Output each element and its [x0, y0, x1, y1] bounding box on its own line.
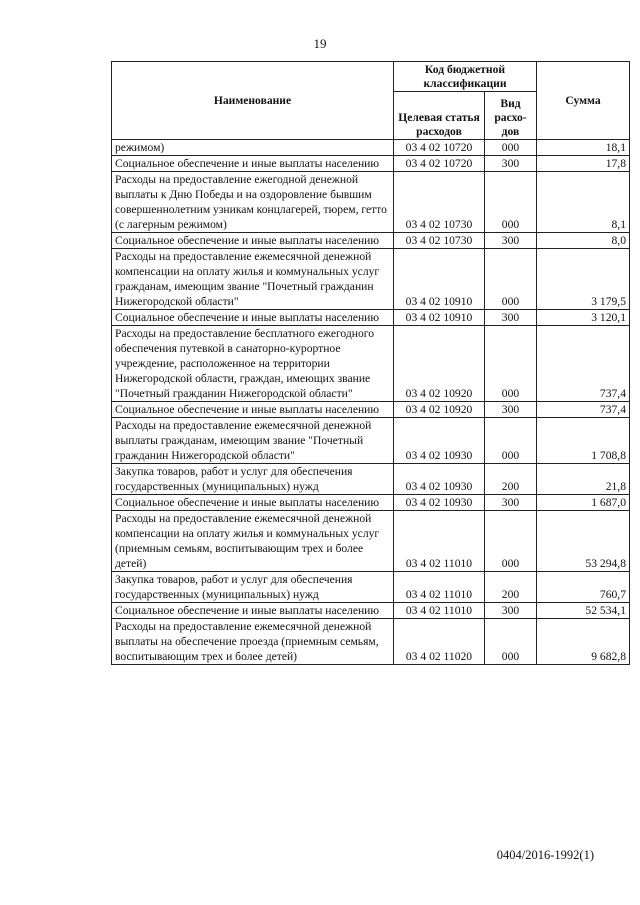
row-expense-type: 000	[485, 511, 537, 572]
row-name: Социальное обеспечение и иные выплаты населению	[112, 233, 394, 249]
row-article-code: 03 4 02 10720	[394, 140, 485, 156]
row-article-code: 03 4 02 10720	[394, 156, 485, 172]
budget-table	[111, 61, 630, 665]
table-row	[112, 233, 630, 249]
table-row	[112, 310, 630, 326]
row-sum: 18,1	[537, 140, 630, 156]
row-name: Социальное обеспечение и иные выплаты населению	[112, 495, 394, 511]
row-expense-type: 300	[485, 310, 537, 326]
row-expense-type: 000	[485, 249, 537, 310]
table-row	[112, 140, 630, 156]
row-article-code: 03 4 02 11010	[394, 572, 485, 603]
row-name: Расходы на предоставление ежемесячной денежной компенсации на оплату жилья и коммунальных услуг (приемным семьям, воспитывающим трех и более детей)	[112, 511, 394, 572]
table-row	[112, 464, 630, 495]
row-sum: 3 179,5	[537, 249, 630, 310]
row-article-code: 03 4 02 10920	[394, 402, 485, 418]
row-name: Расходы на предоставление ежемесячной денежной выплаты гражданам, имеющим звание "Почетный гражданин Нижегородской области"	[112, 418, 394, 464]
row-sum: 737,4	[537, 326, 630, 402]
row-name: Расходы на предоставление ежегодной денежной выплаты к Дню Победы и на оздоровление бывшим совершеннолетним узникам концлагерей, тюрем, гетто (с лагерным режимом)	[112, 172, 394, 233]
table-row	[112, 619, 630, 665]
row-name: Социальное обеспечение и иные выплаты населению	[112, 156, 394, 172]
table-row	[112, 572, 630, 603]
row-article-code: 03 4 02 11020	[394, 619, 485, 665]
row-expense-type: 000	[485, 172, 537, 233]
table-row	[112, 603, 630, 619]
row-expense-type: 000	[485, 326, 537, 402]
row-name: Расходы на предоставление бесплатного ежегодного обеспечения путевкой в санаторно-курортное учреждение, расположенное на территории Нижегородской области, граждан, имеющих звание "Почетный гражданин Нижегородской области"	[112, 326, 394, 402]
row-article-code: 03 4 02 10930	[394, 464, 485, 495]
row-article-code: 03 4 02 10930	[394, 418, 485, 464]
header-article: Целевая статья расходов	[394, 92, 485, 140]
row-article-code: 03 4 02 11010	[394, 603, 485, 619]
row-sum: 3 120,1	[537, 310, 630, 326]
row-sum: 52 534,1	[537, 603, 630, 619]
row-article-code: 03 4 02 10730	[394, 172, 485, 233]
row-expense-type: 300	[485, 402, 537, 418]
table-row	[112, 402, 630, 418]
row-article-code: 03 4 02 10730	[394, 233, 485, 249]
row-name: режимом)	[112, 140, 394, 156]
row-sum: 53 294,8	[537, 511, 630, 572]
row-expense-type: 000	[485, 140, 537, 156]
row-name: Закупка товаров, работ и услуг для обеспечения государственных (муниципальных) нужд	[112, 464, 394, 495]
row-expense-type: 200	[485, 464, 537, 495]
table-row	[112, 156, 630, 172]
table-row	[112, 326, 630, 402]
row-sum: 21,8	[537, 464, 630, 495]
row-sum: 760,7	[537, 572, 630, 603]
row-expense-type: 300	[485, 156, 537, 172]
row-name: Закупка товаров, работ и услуг для обеспечения государственных (муниципальных) нужд	[112, 572, 394, 603]
document-code: 0404/2016-1992(1)	[496, 848, 594, 862]
row-sum: 17,8	[537, 156, 630, 172]
row-expense-type: 000	[485, 418, 537, 464]
header-name: Наименование	[112, 62, 394, 140]
row-article-code: 03 4 02 10920	[394, 326, 485, 402]
row-sum: 8,1	[537, 172, 630, 233]
row-expense-type: 300	[485, 495, 537, 511]
row-name: Социальное обеспечение и иные выплаты населению	[112, 402, 394, 418]
row-sum: 9 682,8	[537, 619, 630, 665]
row-sum: 737,4	[537, 402, 630, 418]
row-sum: 1 687,0	[537, 495, 630, 511]
row-article-code: 03 4 02 10910	[394, 310, 485, 326]
row-article-code: 03 4 02 10910	[394, 249, 485, 310]
table-row	[112, 418, 630, 464]
row-name: Социальное обеспечение и иные выплаты населению	[112, 310, 394, 326]
header-classification: Код бюджетной классификации	[394, 62, 537, 92]
row-sum: 8,0	[537, 233, 630, 249]
table-row	[112, 172, 630, 233]
table-row	[112, 495, 630, 511]
row-name: Расходы на предоставление ежемесячной денежной компенсации на оплату жилья и коммунальных услуг гражданам, имеющим звание "Почетный гражданин Нижегородской области"	[112, 249, 394, 310]
row-name: Социальное обеспечение и иные выплаты населению	[112, 603, 394, 619]
header-type: Вид расхо-дов	[485, 92, 537, 140]
row-name: Расходы на предоставление ежемесячной денежной выплаты на обеспечение проезда (приемным семьям, воспитывающим трех и более детей)	[112, 619, 394, 665]
table-row	[112, 511, 630, 572]
row-expense-type: 000	[485, 619, 537, 665]
row-expense-type: 200	[485, 572, 537, 603]
row-article-code: 03 4 02 11010	[394, 511, 485, 572]
page-number: 19	[313, 36, 327, 51]
row-expense-type: 300	[485, 233, 537, 249]
row-sum: 1 708,8	[537, 418, 630, 464]
row-article-code: 03 4 02 10930	[394, 495, 485, 511]
table-row	[112, 249, 630, 310]
row-expense-type: 300	[485, 603, 537, 619]
header-sum: Сумма	[537, 62, 630, 140]
